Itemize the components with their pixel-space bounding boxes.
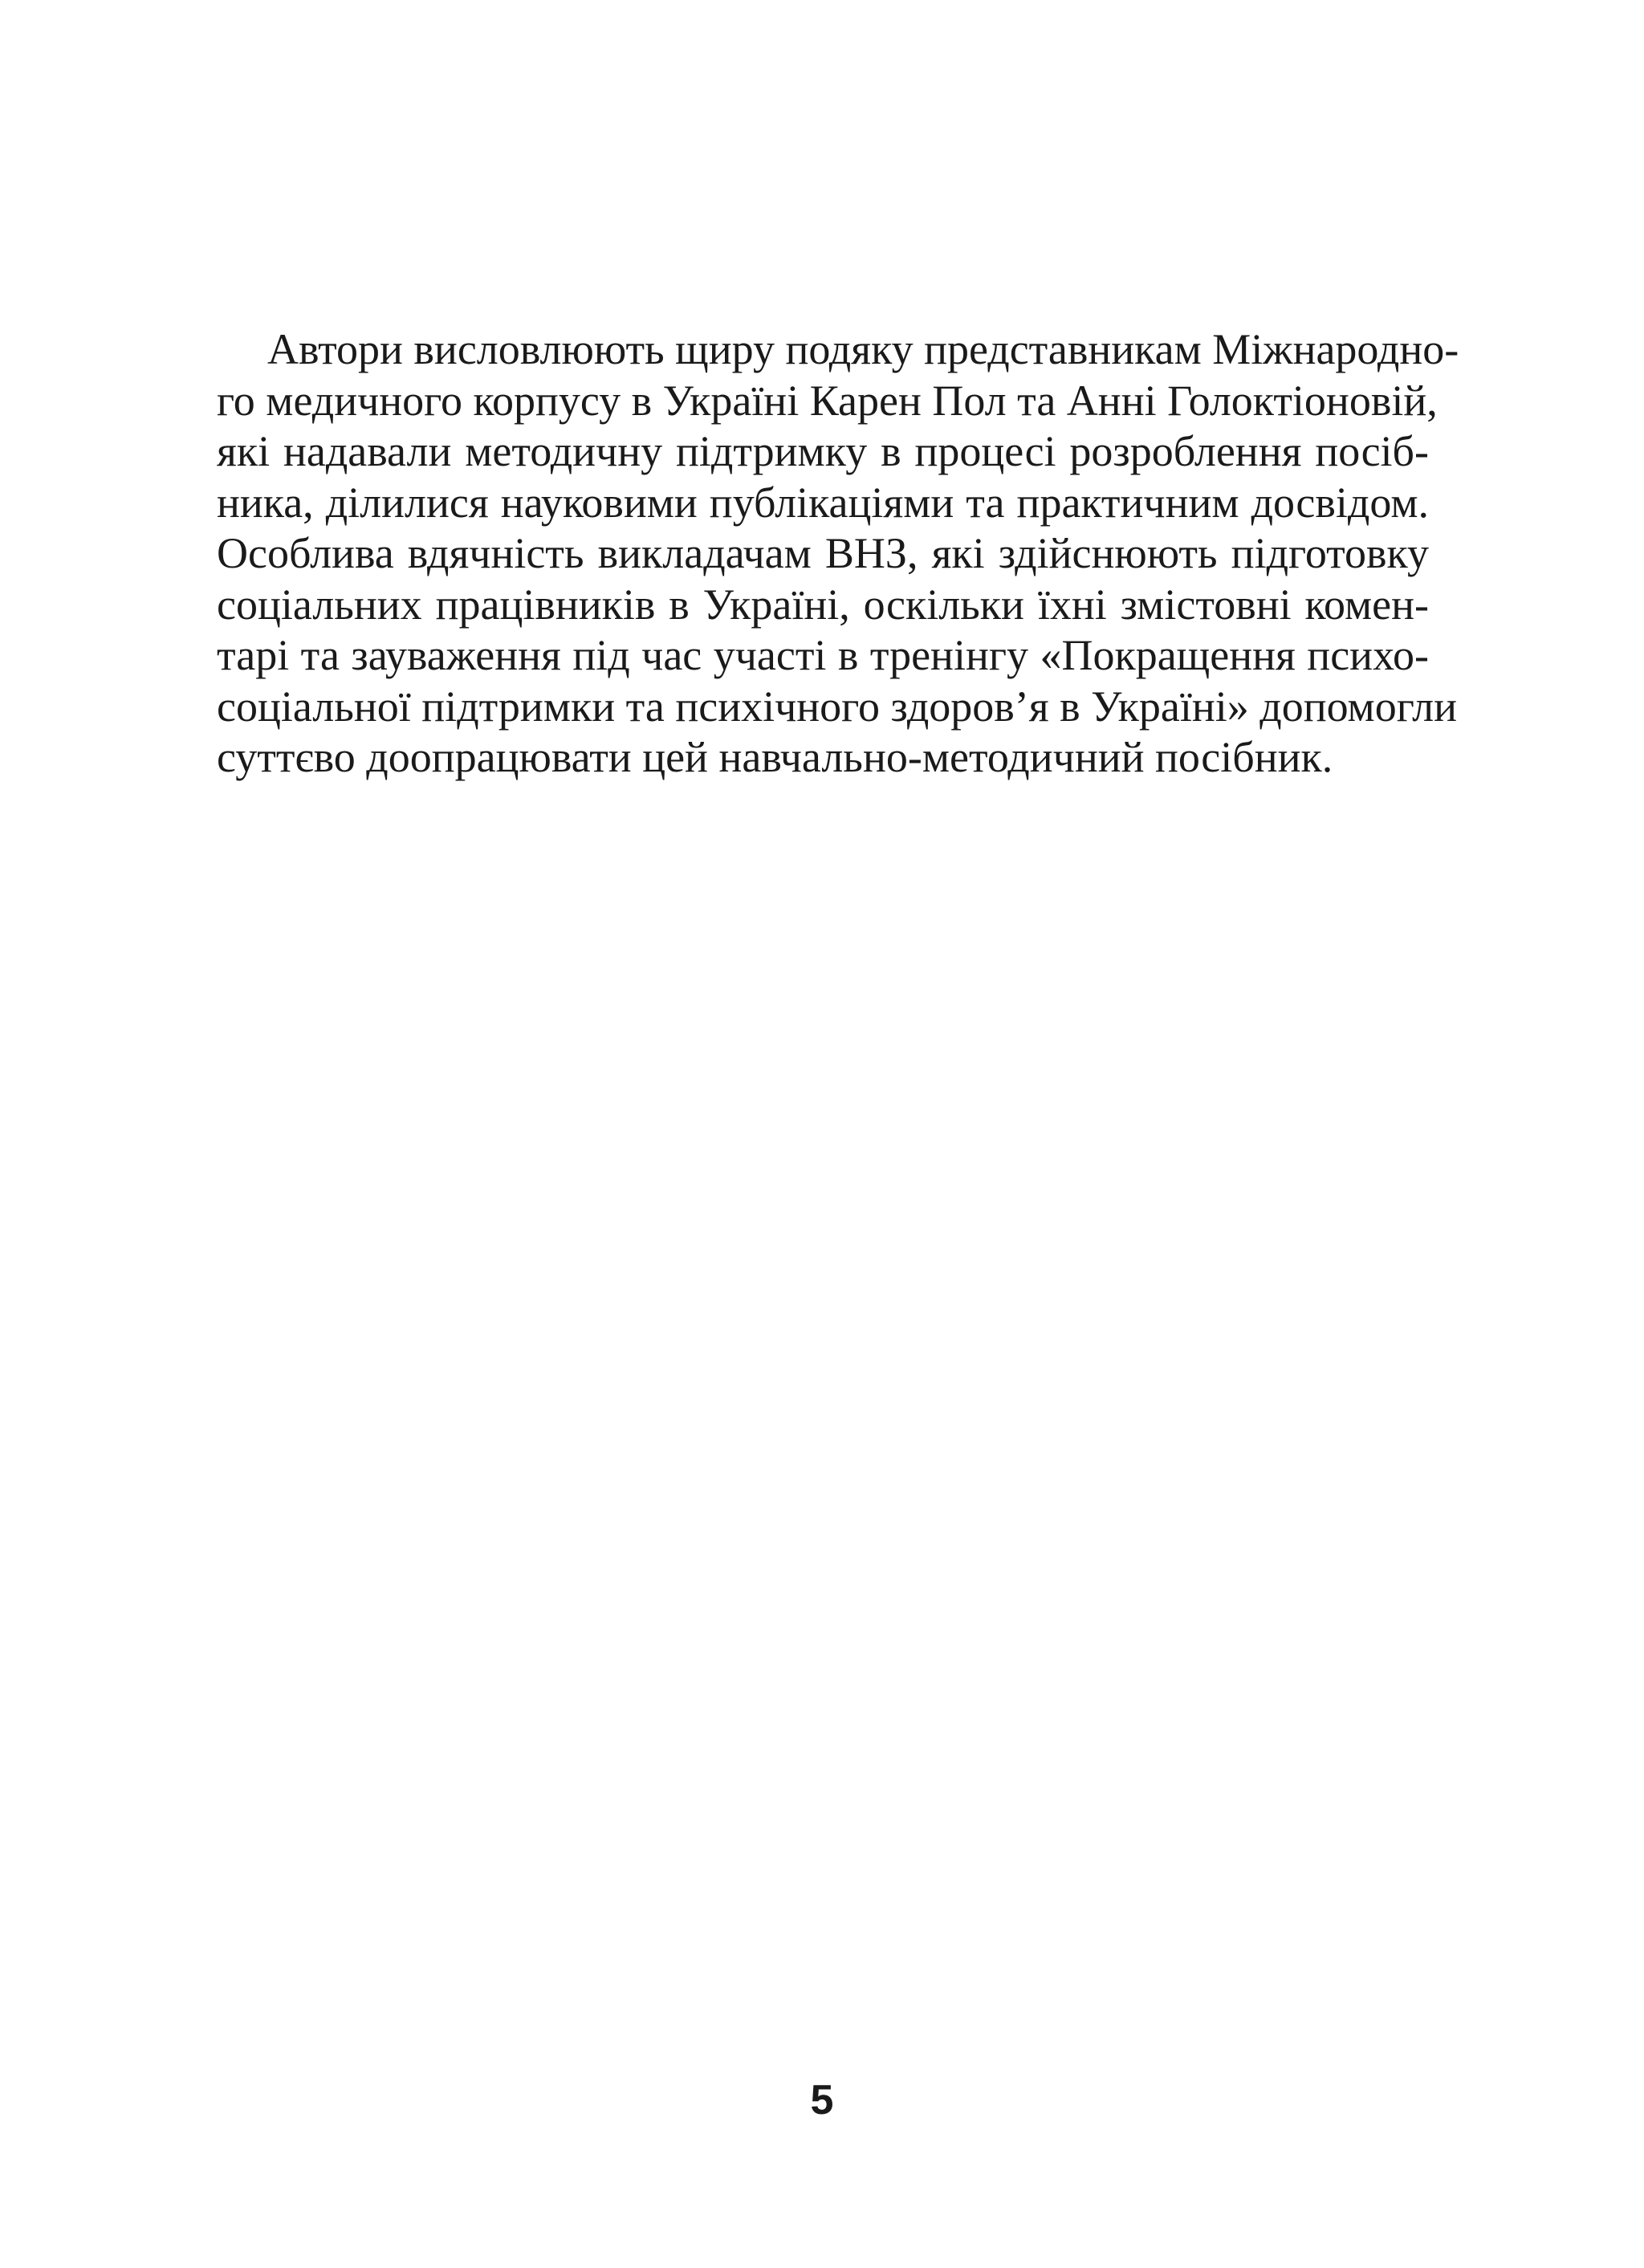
paragraph-line-4: ника, ділилися науковими публікаціями та практичним досвідом. bbox=[217, 478, 1429, 527]
paragraph-line-3: які надавали методичну підтримку в процесі розроблення посіб- bbox=[217, 427, 1429, 475]
paragraph-line-6: соціальних працівників в Україні, оскільки їхні змістовні комен- bbox=[217, 580, 1429, 629]
paragraph-line-8: соціальної підтримки та психічного здоров’я в Україні» допомогли bbox=[217, 682, 1457, 731]
paragraph-line-7: тарі та зауваження під час участі в тренінгу «Покращення психо- bbox=[217, 631, 1429, 679]
paragraph-line-2: го медичного корпусу в Україні Карен Пол та Анні Голоктіоновій, bbox=[217, 376, 1438, 425]
acknowledgement-paragraph bbox=[217, 324, 1459, 784]
paragraph-line-5: Особлива вдячність викладачам ВНЗ, які здійснюють підготовку bbox=[217, 529, 1429, 577]
page-number: 5 bbox=[810, 2077, 834, 2123]
paragraph-line-1: Автори висловлюють щиру подяку представникам Міжнародно- bbox=[267, 325, 1459, 373]
paragraph-line-9: суттєво доопрацювати цей навчально-методичний посібник. bbox=[217, 733, 1333, 781]
